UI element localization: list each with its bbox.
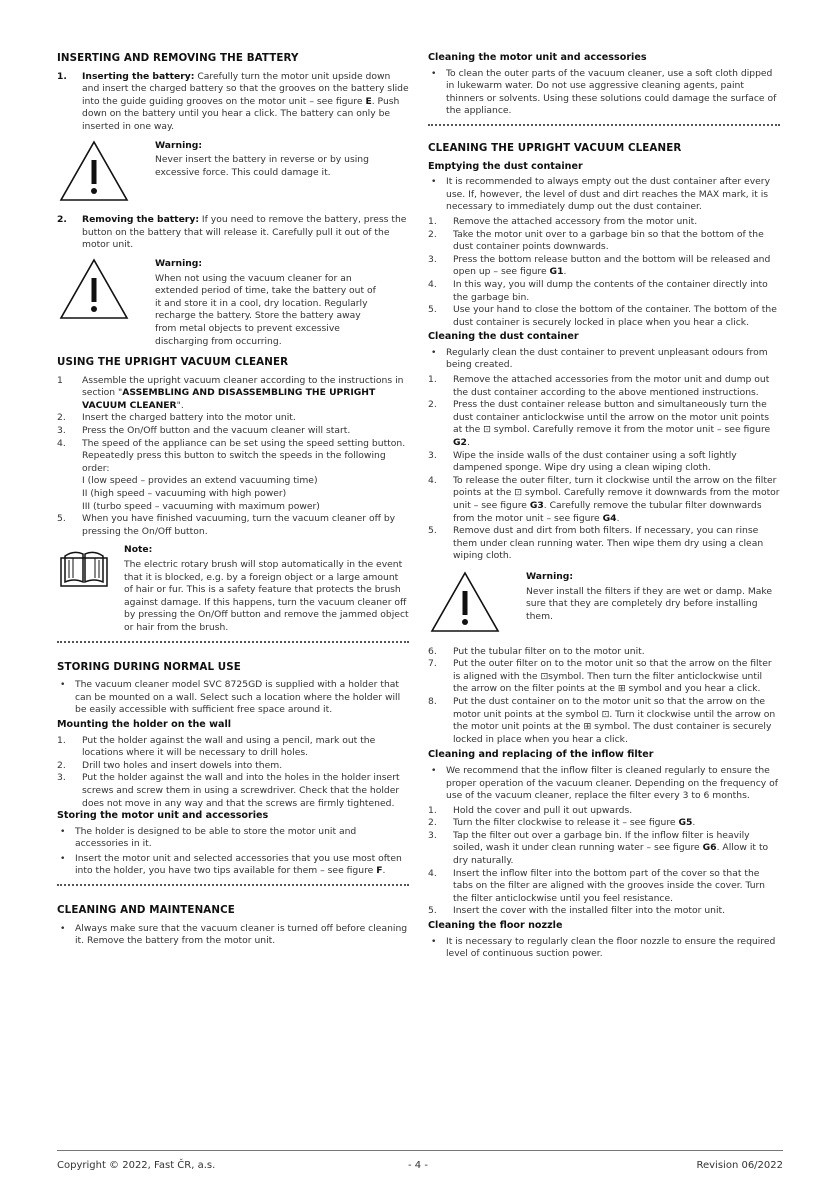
list-item: [57, 735, 409, 760]
item-number: 8.: [428, 695, 437, 707]
item-number: 5.: [428, 905, 437, 917]
item-number: 2.: [57, 759, 66, 771]
list-item: [57, 772, 409, 810]
figure-ref: F: [376, 865, 383, 877]
section-title-using: USING THE UPRIGHT VACUUM CLEANER: [57, 356, 289, 369]
item-text: .: [466, 437, 470, 449]
unlock-symbol-icon: ⊡: [483, 424, 491, 436]
dotted-divider: [57, 884, 409, 886]
item-text: .: [692, 817, 696, 829]
item-text: Put the tubular filter on to the motor unit.: [453, 645, 645, 657]
warning-block: [428, 571, 780, 638]
cleaning-container-bullets: [428, 347, 780, 372]
reassembly-steps: [428, 646, 780, 747]
emptying-steps: [428, 216, 780, 329]
list-item: [428, 374, 780, 399]
item-number: 3.: [57, 772, 66, 784]
cleaning-container-steps: [428, 374, 780, 563]
item-number: 2.: [428, 228, 437, 240]
footer-copyright: Copyright © 2022, Fast ČR, a.s.: [57, 1160, 216, 1171]
subsection-title: Storing the motor unit and accessories: [57, 810, 269, 822]
unlock-symbol-icon: ⊡: [601, 708, 610, 720]
figure-ref: G6: [702, 842, 717, 854]
item-number: 4.: [57, 437, 66, 449]
warning-block: [57, 140, 409, 207]
item-text: Insert the charged battery into the motor unit.: [82, 412, 296, 424]
figure-ref: G1: [549, 266, 564, 278]
item-text: .: [616, 512, 620, 524]
item-number: 3.: [428, 449, 437, 461]
figure-ref: G3: [529, 500, 544, 511]
battery-steps-2: [57, 214, 409, 252]
inflow-bullets: [428, 765, 780, 803]
warning-text: When not using the vacuum cleaner for an extended period of time, take the battery out of it and store it in a cool, dry location. Regularly recharge the battery. Store the battery away from metal objects to prevent excessive discharging from occurring.: [155, 272, 376, 347]
using-steps: [57, 375, 409, 539]
subsection-title: Mounting the holder on the wall: [57, 718, 232, 730]
item-number: 1.: [57, 734, 66, 746]
warning-title: Warning:: [155, 257, 203, 269]
bullet-item: • It is necessary to regularly clean the floor nozzle to ensure the required level of continuous suction power.: [428, 936, 780, 961]
bullet-item: • The holder is designed to be able to store the motor unit and accessories in it.: [57, 826, 409, 851]
emptying-bullets: [428, 176, 780, 214]
item-number: 1.: [57, 70, 67, 82]
battery-steps: [57, 71, 409, 134]
list-item: [57, 412, 409, 425]
figure-ref: G5: [678, 817, 693, 829]
list-item: [57, 425, 409, 438]
section-title-storing: STORING DURING NORMAL USE: [57, 660, 241, 673]
bullet-item: • Regularly clean the dust container to prevent unpleasant odours from being created.: [428, 347, 780, 372]
item-text: Drill two holes and insert dowels into them.: [82, 759, 283, 771]
speed-line: II (high speed – vacuuming with high power): [82, 488, 287, 500]
bullet-item: [57, 853, 409, 878]
item-text: Turn the filter clockwise to release it – see figure: [453, 817, 679, 829]
unlock-symbol-icon: ⊡: [540, 670, 549, 682]
item-number: 3.: [428, 253, 437, 265]
section-title-cleaning-upright: CLEANING THE UPRIGHT VACUUM CLEANER: [428, 141, 682, 154]
item-text: Wipe the inside walls of the dust container using a soft lightly dampened sponge. Wipe dry using a clean wiping cloth.: [453, 449, 737, 474]
figure-ref: G2: [453, 437, 467, 449]
item-text: Tap the filter out over a garbage bin. If the inflow filter is heavily soiled, wash it under clean running water – see figure: [453, 829, 750, 854]
item-text: Assemble the upright vacuum cleaner according to the instructions in section ": [82, 374, 404, 399]
list-item: [428, 830, 780, 868]
subsection-title: Cleaning the dust container: [428, 331, 579, 343]
item-number: 1.: [428, 374, 437, 386]
item-text: Hold the cover and pull it out upwards.: [453, 804, 633, 816]
item-text: Insert the motor unit and selected accessories that you use most often into the holder, you have two tips available for them – see figure: [75, 852, 402, 877]
item-text: Use your hand to close the bottom of the container. The bottom of the dust container is securely locked in place when you hear a click.: [453, 304, 777, 328]
warning-triangle-icon: [59, 258, 129, 325]
list-item: [57, 71, 409, 134]
list-item: [428, 817, 780, 830]
item-text: If you need to remove the battery, press the button on the battery that will release it. Carefully pull it out of the motor unit.: [82, 214, 407, 251]
figure-ref: G4: [602, 512, 617, 524]
warning-title: Warning:: [155, 139, 203, 151]
item-number: 5.: [57, 513, 66, 525]
subsection-title: Cleaning and replacing of the inflow filter: [428, 749, 654, 761]
open-book-icon: [59, 544, 109, 593]
section-title-maintenance: CLEANING AND MAINTENANCE: [57, 904, 235, 917]
footer-page-number: - 4 -: [408, 1160, 428, 1171]
item-text: Remove the attached accessory from the motor unit.: [453, 215, 698, 227]
item-number: 5.: [428, 525, 437, 537]
list-item: [428, 525, 780, 563]
item-text: .: [563, 266, 567, 278]
speed-line: I (low speed – provides an extend vacuuming time): [82, 475, 318, 487]
bullet-item: • To clean the outer parts of the vacuum cleaner, use a soft cloth dipped in lukewarm water. Do not use aggressive cleaning agents, paint thinners or solvents. Using these solutions could damage the surface of the appliance.: [428, 68, 780, 118]
item-text: .: [382, 865, 386, 877]
bullet-item: • Always make sure that the vacuum cleaner is turned off before cleaning it. Remove the battery from the motor unit.: [57, 923, 409, 948]
figure-ref: E: [365, 95, 372, 107]
footer-rule: [57, 1150, 783, 1151]
right-column: [428, 52, 780, 963]
item-text: Carefully turn the motor unit upside down and insert the charged battery so that the grooves on the battery slide into the guide guiding grooves on the motor unit – see figure: [82, 70, 409, 107]
item-text: Put the outer filter on to the motor unit so that the arrow on the filter is aligned with the: [453, 658, 772, 682]
dotted-divider: [428, 124, 780, 126]
speed-line: III (turbo speed – vacuuming with maximum power): [82, 500, 320, 512]
item-lead: Inserting the battery:: [82, 70, 195, 82]
item-text: Put the dust container on to the motor unit so that the arrow on the motor unit points at the symbol: [453, 695, 766, 720]
item-text: When you have finished vacuuming, turn the vacuum cleaner off by pressing the On/Off button.: [82, 513, 396, 537]
item-text: Insert the inflow filter into the bottom part of the cover so that the tabs on the filter are aligned with the grooves inside the cover. Turn the filter anticlockwise until you feel resistance.: [453, 867, 765, 904]
list-item: [428, 216, 780, 229]
list-item: [57, 214, 409, 252]
storing-unit-bullets: [57, 826, 409, 878]
left-column: [57, 52, 409, 950]
list-item: [428, 696, 780, 746]
item-number: 4.: [428, 867, 437, 879]
warning-triangle-icon: [430, 571, 500, 638]
maintenance-bullets: [57, 923, 409, 948]
warning-triangle-icon: [59, 140, 129, 207]
list-item: [428, 229, 780, 254]
mounting-steps: [57, 735, 409, 811]
list-item: [428, 304, 780, 329]
note-text: The electric rotary brush will stop automatically in the event that it is blocked, e.g. by a foreign object or a large amount of hair or fur. This is a safety feature that protects the brush against damage. If this happens, turn the vacuum cleaner off by pressing the On/Off button and remove the jammed object or hair from the brush.: [124, 559, 409, 633]
item-text: symbol and you hear a click.: [625, 683, 761, 695]
inflow-steps: [428, 805, 780, 918]
item-text: The speed of the appliance can be set using the speed setting button. Repeatedly press this button to switch the speeds in the following order:: [82, 437, 406, 474]
item-text: In this way, you will dump the contents of the container directly into the garbage bin.: [453, 278, 768, 303]
item-number: 3.: [428, 829, 437, 841]
warning-text: Never insert the battery in reverse or by using excessive force. This could damage it.: [155, 154, 369, 178]
bullet-item: • It is recommended to always empty out the dust container after every use. If, however, the level of dust and dirt reaches the MAX mark, it is necessary to immediately dump out the dust container.: [428, 176, 780, 214]
item-number: 2.: [428, 817, 437, 829]
list-item: [428, 868, 780, 906]
section-title-battery: INSERTING AND REMOVING THE BATTERY: [57, 52, 299, 64]
item-text: Put the holder against the wall and using a pencil, mark out the locations where it will be necessary to drill holes.: [82, 734, 376, 759]
item-number: 3.: [57, 425, 66, 437]
warning-block: [57, 258, 409, 348]
list-item: [428, 805, 780, 818]
footer-revision: Revision 06/2022: [696, 1160, 783, 1171]
item-text: symbol. Carefully remove it downwards from the motor unit – see figure: [453, 487, 780, 511]
item-text: Press the dust container release button and simultaneously turn the dust container anticlockwise until the arrow on the motor unit points at the: [453, 399, 769, 436]
unlock-symbol-icon: ⊡: [514, 487, 522, 499]
item-number: 2.: [57, 214, 67, 226]
item-text: Remove dust and dirt from both filters. If necessary, you can rinse them under clean running water. Then wipe them dry using a clean wiping cloth.: [453, 525, 764, 562]
item-text: Put the holder against the wall and into the holes in the holder insert screws and screw them in using a screwdriver. Check that the holder does not move in any way and that the screws are firmly tightened.: [82, 772, 400, 809]
item-number: 5.: [428, 304, 437, 316]
item-number: 1: [57, 374, 63, 386]
item-number: 6.: [428, 645, 437, 657]
motor-cleaning-bullets: [428, 68, 780, 118]
item-text: symbol. Then turn the filter anticlockwise until the arrow on the filter points at the: [453, 670, 763, 695]
item-text: Insert the cover with the installed filter into the motor unit.: [453, 905, 726, 917]
subsection-title: Emptying the dust container: [428, 160, 583, 172]
subsection-title: Cleaning the motor unit and accessories: [428, 52, 647, 63]
list-item: [57, 375, 409, 413]
item-text: To release the outer filter, turn it clockwise until the arrow on the filter points at the: [453, 474, 777, 499]
item-text: symbol. The dust container is securely locked in place when you hear a click.: [453, 721, 772, 745]
list-item: [428, 905, 780, 918]
item-text: Remove the attached accessories from the motor unit and dump out the dust container according to the above mentioned instructions.: [453, 374, 770, 398]
list-item: [428, 279, 780, 304]
note-title: Note:: [124, 544, 153, 556]
item-number: 2.: [57, 412, 66, 424]
item-number: 1.: [428, 215, 437, 227]
list-item: [428, 399, 780, 449]
item-number: 4.: [428, 474, 437, 486]
storing-bullets: [57, 679, 409, 717]
item-text: . Allow it to dry naturally.: [453, 842, 769, 867]
item-number: 4.: [428, 278, 437, 290]
warning-text: Never install the filters if they are wet or damp. Make sure that they are completely dry before installing them.: [526, 585, 773, 622]
section-ref: ASSEMBLING AND DISASSEMBLING THE UPRIGHT VACUUM CLEANER: [82, 387, 376, 411]
warning-title: Warning:: [526, 570, 574, 582]
dotted-divider: [57, 641, 409, 643]
subsection-title: Cleaning the floor nozzle: [428, 920, 563, 932]
list-item: [57, 513, 409, 538]
item-number: 1.: [428, 804, 437, 816]
list-item: [57, 438, 409, 514]
item-text: . Carefully remove the tubular filter downwards from the motor unit – see figure: [453, 500, 762, 524]
bullet-item: • We recommend that the inflow filter is cleaned regularly to ensure the proper operation of the vacuum cleaner. Depending on the frequency of use of the vacuum cleaner, replace the filter every 3 to 6 months.: [428, 765, 780, 803]
lock-symbol-icon: ⊞: [617, 683, 626, 695]
list-item: [428, 475, 780, 525]
item-text: . Turn it clockwise until the arrow on the motor unit points at the: [453, 708, 776, 733]
bullet-item: • The vacuum cleaner model SVC 8725GD is supplied with a holder that can be mounted on a wall. Select such a location where the holder will be easily accessible with sufficient free space around it.: [57, 679, 409, 717]
list-item: [428, 646, 780, 659]
list-item: [428, 254, 780, 279]
item-number: 2.: [428, 399, 437, 411]
item-text: Take the motor unit over to a garbage bin so that the bottom of the dust container points downwards.: [453, 228, 764, 253]
list-item: [57, 760, 409, 773]
item-text: . Push down on the battery until you hear a click. The battery can only be inserted in one way.: [82, 95, 400, 132]
item-text: symbol. Carefully remove it from the motor unit – see figure: [490, 424, 771, 436]
nozzle-bullets: [428, 936, 780, 961]
item-lead: Removing the battery:: [82, 214, 199, 226]
item-text: ".: [176, 399, 184, 411]
item-text: Press the On/Off button and the vacuum cleaner will start.: [82, 425, 351, 437]
list-item: [428, 450, 780, 475]
lock-symbol-icon: ⊞: [583, 721, 592, 733]
note-block: [57, 544, 409, 634]
item-text: Press the bottom release button and the bottom will be released and open up – see figure: [453, 253, 771, 278]
item-number: 7.: [428, 658, 437, 670]
list-item: [428, 658, 780, 696]
